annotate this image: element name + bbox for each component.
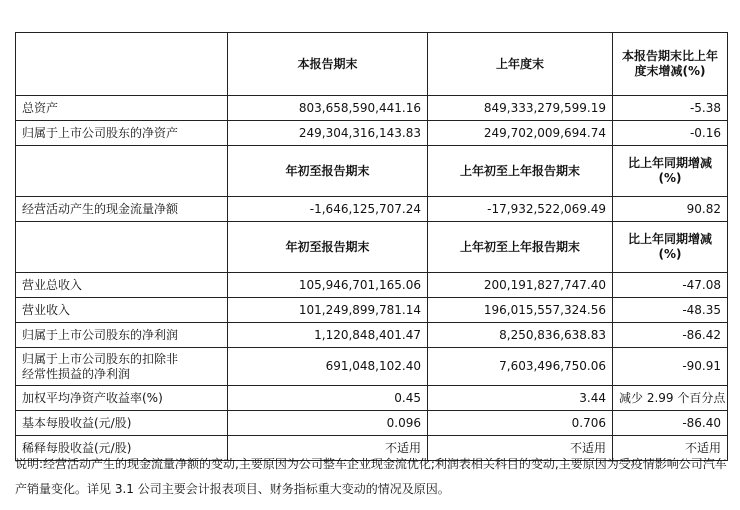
cell-current: -1,646,125,707.24 [228, 197, 428, 222]
row-label: 稀释每股收益(元/股) [16, 436, 228, 461]
row-label: 经营活动产生的现金流量净额 [16, 197, 228, 222]
cell-prior: 7,603,496,750.06 [428, 348, 613, 386]
cell-current: 803,658,590,441.16 [228, 96, 428, 121]
cell-prior: 249,702,009,694.74 [428, 121, 613, 146]
cell-change: 减少 2.99 个百分点 [613, 386, 728, 411]
col-header-yoy-line2: (%) [658, 171, 682, 185]
table-row [16, 273, 728, 298]
row-label-line1: 归属于上市公司股东的扣除非 [22, 351, 179, 366]
cell-change: -5.38 [613, 96, 728, 121]
cell-prior: 3.44 [428, 386, 613, 411]
col-header-change [613, 33, 728, 96]
cell-prior: 196,015,557,324.56 [428, 298, 613, 323]
col-header-current-period-end: 本报告期末 [228, 33, 428, 96]
cell-current: 105,946,701,165.06 [228, 273, 428, 298]
table-row [16, 298, 728, 323]
table-row [16, 386, 728, 411]
cell-change: -48.35 [613, 298, 728, 323]
cell-change: 不适用 [613, 436, 728, 461]
header-row-balance [16, 33, 728, 96]
cell-current: 691,048,102.40 [228, 348, 428, 386]
cell-prior: 849,333,279,599.19 [428, 96, 613, 121]
col-header-yoy-line2: (%) [658, 247, 682, 261]
col-header-yoy [613, 146, 728, 197]
col-header-yoy-line1: 比上年同期增减 [627, 232, 712, 246]
cell-change: -90.91 [613, 348, 728, 386]
row-label: 归属于上市公司股东的净利润 [16, 323, 228, 348]
row-label: 营业收入 [16, 298, 228, 323]
cell-current: 0.45 [228, 386, 428, 411]
row-label: 基本每股收益(元/股) [16, 411, 228, 436]
cell-current: 不适用 [228, 436, 428, 461]
col-header-yoy-line1: 比上年同期增减 [627, 156, 712, 170]
row-label: 总资产 [16, 96, 228, 121]
table-row [16, 96, 728, 121]
table-row [16, 197, 728, 222]
col-header-change-line2: 度末增减(%) [634, 64, 706, 78]
header-row-income [16, 222, 728, 273]
row-label: 加权平均净资产收益率(%) [16, 386, 228, 411]
cell-prior: 不适用 [428, 436, 613, 461]
col-header-yoy [613, 222, 728, 273]
table-row [16, 411, 728, 436]
col-header-ytd: 年初至报告期末 [228, 146, 428, 197]
col-header-ytd: 年初至报告期末 [228, 222, 428, 273]
cell-change: -86.42 [613, 323, 728, 348]
cell-prior: 8,250,836,638.83 [428, 323, 613, 348]
header-blank-cell [16, 33, 228, 96]
table-row [16, 348, 728, 386]
cell-change: -86.40 [613, 411, 728, 436]
header-blank-cell [16, 222, 228, 273]
cell-change: -47.08 [613, 273, 728, 298]
col-header-prior-ytd: 上年初至上年报告期末 [428, 146, 613, 197]
cell-current: 249,304,316,143.83 [228, 121, 428, 146]
cell-current: 1,120,848,401.47 [228, 323, 428, 348]
col-header-last-year-end: 上年度末 [428, 33, 613, 96]
header-row-cashflow [16, 146, 728, 197]
row-label: 营业总收入 [16, 273, 228, 298]
cell-prior: 200,191,827,747.40 [428, 273, 613, 298]
header-blank-cell [16, 146, 228, 197]
row-label [16, 348, 228, 386]
col-header-change-line1: 本报告期末比上年 [621, 49, 718, 63]
table-row [16, 323, 728, 348]
cell-current: 101,249,899,781.14 [228, 298, 428, 323]
table-row [16, 121, 728, 146]
cell-change: 90.82 [613, 197, 728, 222]
row-label: 归属于上市公司股东的净资产 [16, 121, 228, 146]
col-header-prior-ytd: 上年初至上年报告期末 [428, 222, 613, 273]
cell-current: 0.096 [228, 411, 428, 436]
row-label-line2: 经常性损益的净利润 [22, 366, 131, 381]
explanatory-note: 说明:经营活动产生的现金流量净额的变动,主要原因为公司整车企业现金流优化;利润表相关科目的变动,主要原因为受疫情影响公司汽车产销量变化。详见 3.1 公司主要会计报表项目、财务指标重大变动的情况及原因。 [15, 457, 727, 496]
cell-prior: -17,932,522,069.49 [428, 197, 613, 222]
cell-prior: 0.706 [428, 411, 613, 436]
cell-change: -0.16 [613, 121, 728, 146]
financial-data-table [15, 32, 728, 461]
